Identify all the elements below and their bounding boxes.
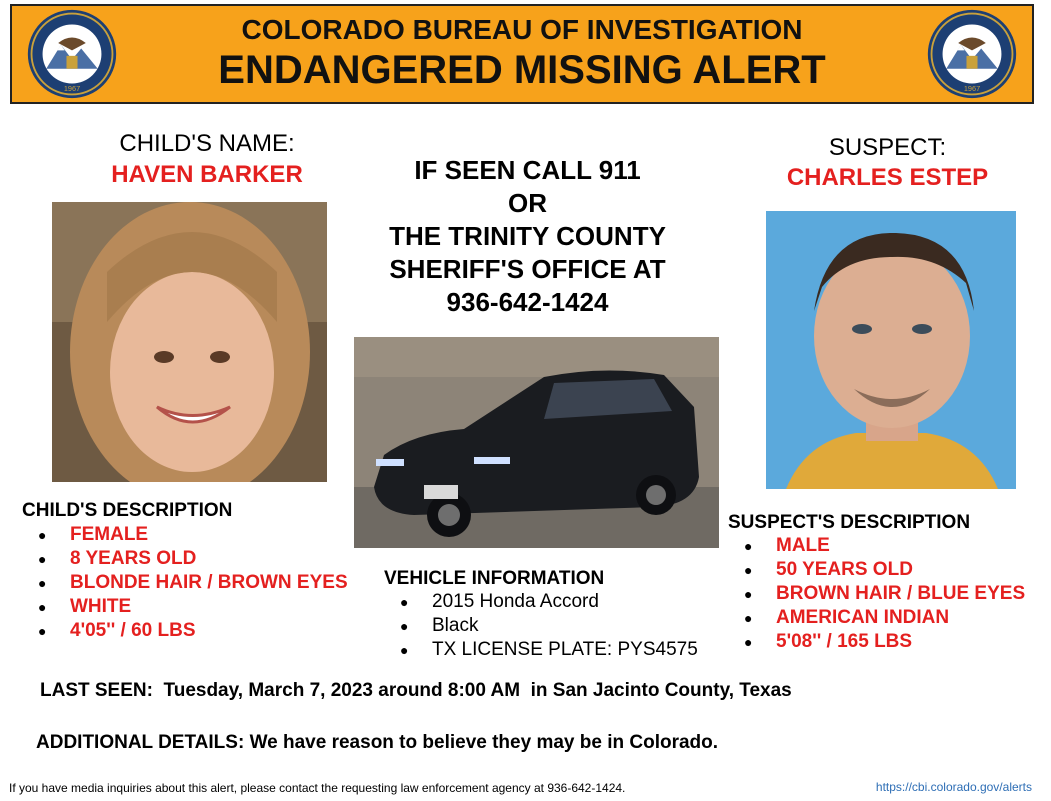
alert-title: ENDANGERED MISSING ALERT [218,48,826,92]
svg-text:1967: 1967 [63,83,81,93]
call-line-4: SHERIFF'S OFFICE AT [389,254,666,284]
list-item: ● BROWN HAIR / BLUE EYES [728,582,1048,606]
list-item: ● AMERICAN INDIAN [728,606,1048,630]
last-seen-label: LAST SEEN: [40,680,153,701]
additional-details [36,732,718,754]
list-item: ● 8 YEARS OLD [22,547,382,571]
media-inquiries-note: If you have media inquiries about this alert, please contact the requesting law enforcement agency at 936-642-1424. [9,781,626,795]
list-item: ● 2015 Honda Accord [384,590,734,614]
vehicle-photo [354,337,719,548]
additional-details-value: We have reason to believe they may be in Colorado. [249,732,719,753]
suspect-name: CHARLES ESTEP [786,164,989,191]
call-phone: 936-642-1424 [446,287,609,317]
list-item: ● Black [384,614,734,638]
list-item: ● 5'08'' / 165 LBS [728,630,1048,654]
agency-name: COLORADO BUREAU OF INVESTIGATION [241,14,803,45]
cbi-seal-left [26,8,118,100]
list-item: ● BLONDE HAIR / BROWN EYES [22,571,382,595]
last-seen-value: Tuesday, March 7, 2023 around 8:00 AM in San Jacinto County, Texas [163,680,792,701]
child-name-label: CHILD'S NAME: [119,130,295,157]
child-name: HAVEN BARKER [111,161,303,188]
alerts-url-link[interactable]: https://cbi.colorado.gov/alerts [875,780,1032,794]
call-line-3: THE TRINITY COUNTY [389,221,666,251]
suspect-photo [766,211,1016,489]
suspect-name-label: SUSPECT: [828,134,947,161]
vehicle-details-list [384,590,734,662]
child-description-label: CHILD'S DESCRIPTION [22,500,233,521]
suspect-description-list [728,534,1048,654]
list-item: ● MALE [728,534,1048,558]
call-line-1: IF SEEN CALL 911 [414,155,641,185]
last-seen [40,680,792,702]
call-instructions [355,154,700,319]
list-item: ● WHITE [22,595,382,619]
additional-details-label: ADDITIONAL DETAILS: [36,732,245,753]
list-item: ● 50 YEARS OLD [728,558,1048,582]
child-description-list [22,523,382,643]
vehicle-information-label: VEHICLE INFORMATION [384,568,605,589]
suspect-description-label: SUSPECT'S DESCRIPTION [728,512,971,533]
list-item: ● FEMALE [22,523,382,547]
list-item: ● 4'05'' / 60 LBS [22,619,382,643]
svg-text:1967: 1967 [963,83,981,93]
child-photo [52,202,327,482]
cbi-seal-right [926,8,1018,100]
list-item: ● TX LICENSE PLATE: PYS4575 [384,638,734,662]
alert-banner [10,4,1034,104]
call-line-2: OR [508,188,547,218]
